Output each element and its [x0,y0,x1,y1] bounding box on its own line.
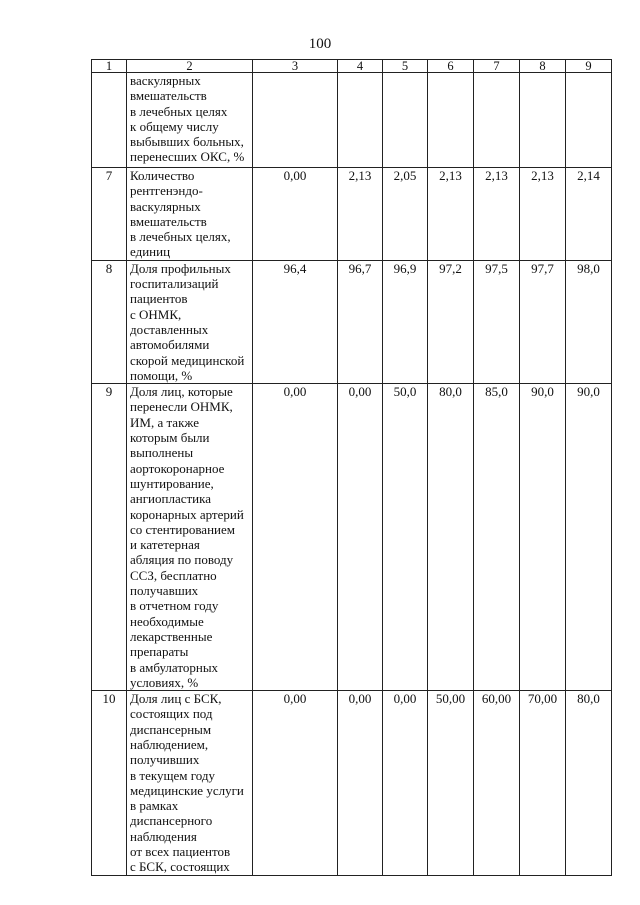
header-cell: 9 [566,60,612,73]
value-cell [428,73,474,168]
table-row [92,691,612,876]
table-row [92,260,612,383]
value-cell: 70,00 [520,691,566,876]
indicator-name: Доля лиц, которые перенесли ОНМК, ИМ, а также которым были выполнены аортокоронарное шунтирование, ангиопластика коронарных артерий со стентированием и катетерная абляция по поводу ССЗ, бесплатно получавших в отчетном году необходимые лекарственные препараты в амбулаторных условиях, % [127,384,253,691]
value-cell: 80,0 [428,384,474,691]
row-number: 8 [92,260,127,383]
value-cell: 50,0 [383,384,428,691]
indicator-name: Доля лиц с БСК, состоящих под диспансерным наблюдением, получивших в текущем году медицинские услуги в рамках диспансерного наблюдения от всех пациентов с БСК, состоящих [127,691,253,876]
value-cell [566,73,612,168]
value-cell: 96,9 [383,260,428,383]
row-number [92,73,127,168]
indicator-name: васкулярных вмешательств в лечебных целях к общему числу выбывших больных, перенесших ОКС, % [127,73,253,168]
value-cell: 85,0 [474,384,520,691]
value-cell [253,73,338,168]
value-cell: 97,2 [428,260,474,383]
value-cell [520,73,566,168]
value-cell: 0,00 [253,384,338,691]
table-header-row [92,60,612,73]
header-cell: 2 [127,60,253,73]
row-number: 9 [92,384,127,691]
value-cell: 2,05 [383,168,428,261]
value-cell: 2,13 [520,168,566,261]
header-cell: 3 [253,60,338,73]
value-cell: 0,00 [253,168,338,261]
value-cell: 0,00 [338,384,383,691]
value-cell: 90,0 [520,384,566,691]
value-cell [383,73,428,168]
value-cell: 2,13 [338,168,383,261]
value-cell: 0,00 [338,691,383,876]
header-cell: 6 [428,60,474,73]
value-cell: 60,00 [474,691,520,876]
value-cell: 97,5 [474,260,520,383]
value-cell: 80,0 [566,691,612,876]
value-cell: 2,14 [566,168,612,261]
value-cell: 0,00 [253,691,338,876]
value-cell: 98,0 [566,260,612,383]
value-cell: 96,4 [253,260,338,383]
header-cell: 1 [92,60,127,73]
value-cell: 90,0 [566,384,612,691]
value-cell: 50,00 [428,691,474,876]
header-cell: 7 [474,60,520,73]
header-cell: 8 [520,60,566,73]
value-cell [338,73,383,168]
value-cell: 2,13 [428,168,474,261]
row-number: 10 [92,691,127,876]
table-row [92,73,612,168]
row-number: 7 [92,168,127,261]
header-cell: 4 [338,60,383,73]
indicators-table [91,59,612,876]
table-row [92,168,612,261]
value-cell [474,73,520,168]
indicator-name: Количество рентгенэндо- васкулярных вмешательств в лечебных целях, единиц [127,168,253,261]
table-row [92,384,612,691]
indicator-name: Доля профильных госпитализаций пациентов с ОНМК, доставленных автомобилями скорой медицинской помощи, % [127,260,253,383]
page-number: 100 [308,36,332,52]
value-cell: 97,7 [520,260,566,383]
header-cell: 5 [383,60,428,73]
value-cell: 96,7 [338,260,383,383]
value-cell: 0,00 [383,691,428,876]
value-cell: 2,13 [474,168,520,261]
